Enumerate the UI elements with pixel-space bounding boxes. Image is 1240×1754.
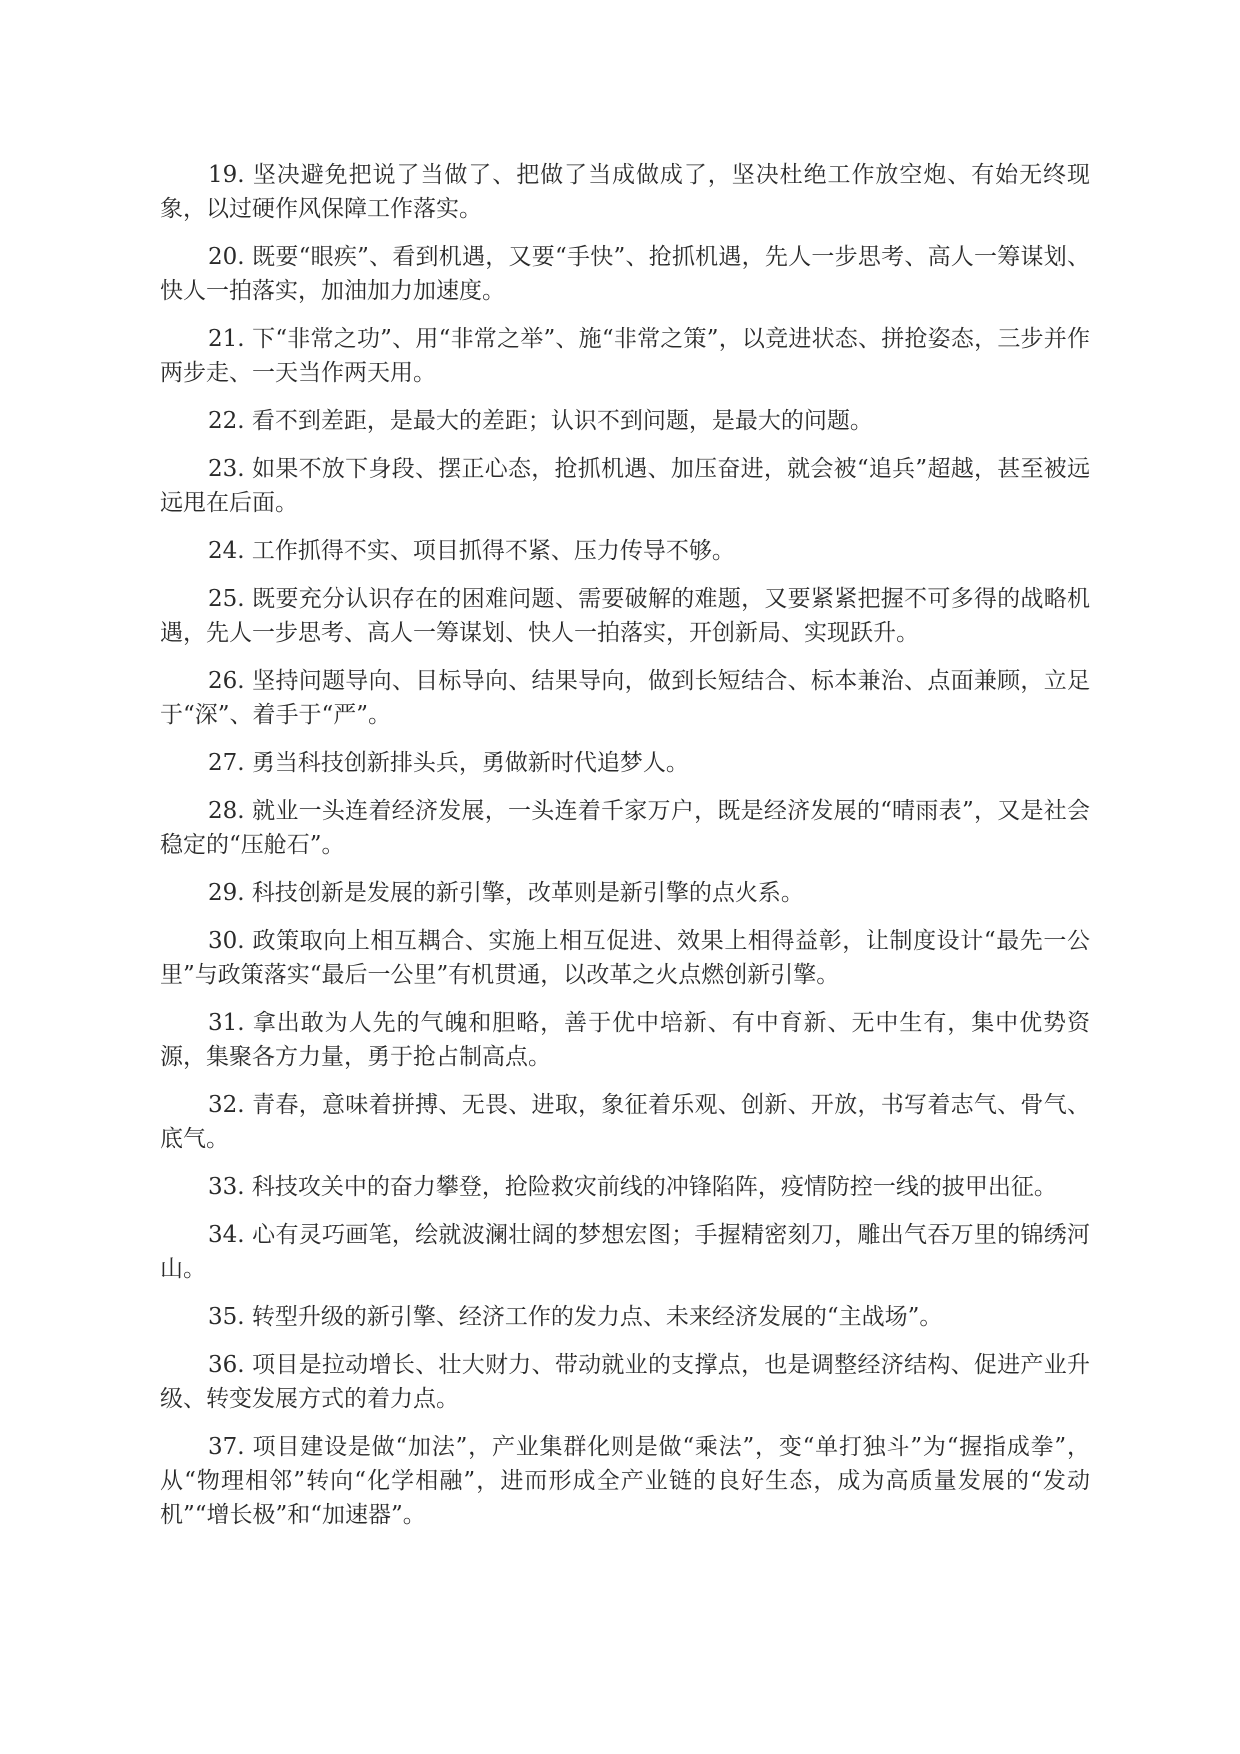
- document-page: [160, 158, 1090, 1546]
- paragraph-27: 27. 勇当科技创新排头兵，勇做新时代追梦人。: [208, 750, 689, 776]
- paragraph-35: 35. 转型升级的新引擎、经济工作的发力点、未来经济发展的“主战场”。: [208, 1304, 943, 1330]
- paragraph-32: 32. 青春，意味着拼搏、无畏、进取，象征着乐观、创新、开放，书写着志气、骨气、底气。: [160, 1092, 1090, 1152]
- paragraph-28: 28. 就业一头连着经济发展，一头连着千家万户，既是经济发展的“晴雨表”，又是社会稳定的“压舱石”。: [160, 798, 1090, 858]
- paragraph-21: 21. 下“非常之功”、用“非常之举”、施“非常之策”，以竞进状态、拼抢姿态，三步并作两步走、一天当作两天用。: [160, 326, 1090, 386]
- paragraph-31: 31. 拿出敢为人先的气魄和胆略，善于优中培新、有中育新、无中生有，集中优势资源，集聚各方力量，勇于抢占制高点。: [160, 1010, 1090, 1070]
- paragraph-23: 23. 如果不放下身段、摆正心态，抢抓机遇、加压奋进，就会被“追兵”超越，甚至被远远甩在后面。: [160, 456, 1090, 516]
- paragraph-36: 36. 项目是拉动增长、壮大财力、带动就业的支撑点，也是调整经济结构、促进产业升级、转变发展方式的着力点。: [160, 1352, 1090, 1412]
- paragraph-33: 33. 科技攻关中的奋力攀登，抢险救灾前线的冲锋陷阵，疫情防控一线的披甲出征。: [208, 1174, 1057, 1200]
- paragraph-34: 34. 心有灵巧画笔，绘就波澜壮阔的梦想宏图；手握精密刻刀，雕出气吞万里的锦绣河山。: [160, 1222, 1090, 1282]
- paragraph-22: 22. 看不到差距，是最大的差距；认识不到问题，是最大的问题。: [208, 408, 873, 434]
- paragraph-20: 20. 既要“眼疾”、看到机遇，又要“手快”、抢抓机遇，先人一步思考、高人一筹谋划、快人一拍落实，加油加力加速度。: [160, 244, 1090, 304]
- paragraph-37: 37. 项目建设是做“加法”，产业集群化则是做“乘法”，变“单打独斗”为“握指成拳”，从“物理相邻”转向“化学相融”，进而形成全产业链的良好生态，成为高质量发展的“发动机”“增长极”和“加速器”。: [160, 1434, 1090, 1528]
- paragraph-26: 26. 坚持问题导向、目标导向、结果导向，做到长短结合、标本兼治、点面兼顾，立足于“深”、着手于“严”。: [160, 668, 1090, 728]
- paragraph-19: 19. 坚决避免把说了当做了、把做了当成做成了，坚决杜绝工作放空炮、有始无终现象，以过硬作风保障工作落实。: [160, 162, 1090, 222]
- paragraph-25: 25. 既要充分认识存在的困难问题、需要破解的难题，又要紧紧把握不可多得的战略机遇，先人一步思考、高人一筹谋划、快人一拍落实，开创新局、实现跃升。: [160, 586, 1090, 646]
- paragraph-29: 29. 科技创新是发展的新引擎，改革则是新引擎的点火系。: [208, 880, 804, 906]
- paragraph-24: 24. 工作抓得不实、项目抓得不紧、压力传导不够。: [208, 538, 735, 564]
- paragraph-30: 30. 政策取向上相互耦合、实施上相互促进、效果上相得益彰，让制度设计“最先一公里”与政策落实“最后一公里”有机贯通，以改革之火点燃创新引擎。: [160, 928, 1090, 988]
